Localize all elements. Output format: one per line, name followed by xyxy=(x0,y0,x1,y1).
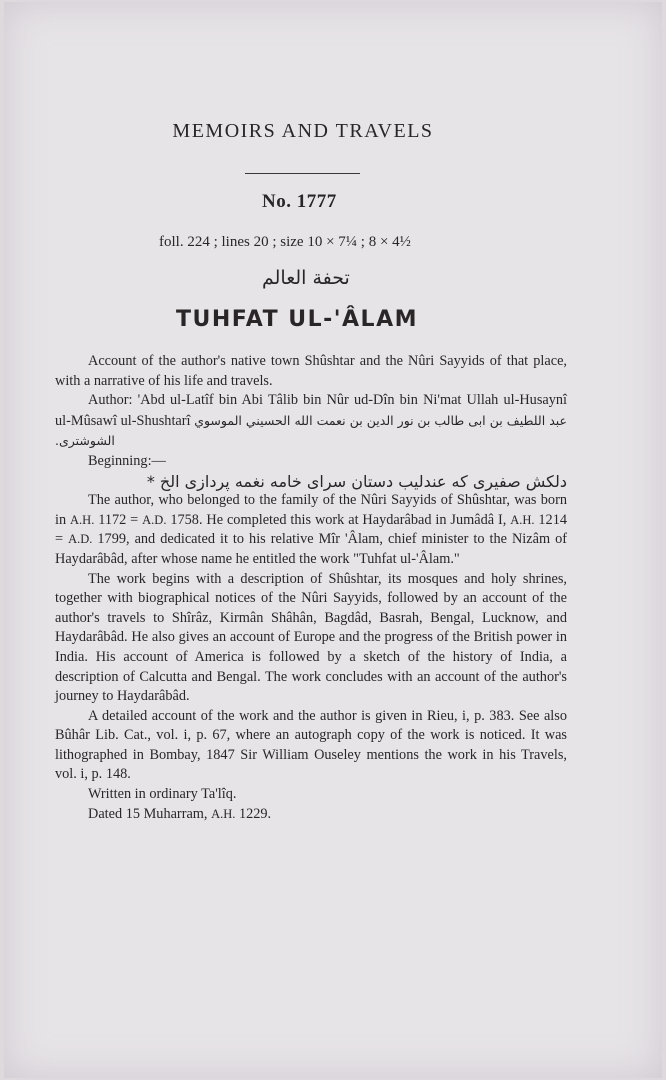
p1-text-a: The author, who belonged to the family of the Nûri Sayyids of Shûshtar, was born in xyxy=(55,492,567,528)
paragraph-2: The work begins with a description of Shûshtar, its mosques and holy shrines, together with biographical notices of the Nûri Sayyids, followed by an account of the author's travels to Shîrâz, Kirmân Shâhân, Bagdâd, Basrah, Bengal, Lucknow, and Haydarâbâd. He also gives an account of Europe and the progress of the British power in India. His account of America is followed by a sketch of the history of India, a description of Calcutta and Bengal. The work concludes with an account of the author's journey to Haydarâbâd. xyxy=(55,570,567,705)
author-line xyxy=(55,391,567,452)
catalogue-number: No. 1777 xyxy=(262,191,337,212)
paragraph-5 xyxy=(55,805,567,825)
p1-text-c: 1758. He completed this work at Haydarâbad in Jumâdâ I, xyxy=(166,511,511,528)
description: Account of the author's native town Shûshtar and the Nûri Sayyids of that place, with a narrative of his life and travels. xyxy=(55,353,567,389)
manuscript-specs: foll. 224 ; lines 20 ; size 10 × 7¼ ; 8 × 4½ xyxy=(159,234,411,250)
beginning-arabic: دلكش صفيرى كه عندليب دستان سراى خامه نغمه پردازى الخ * xyxy=(146,471,567,491)
paragraph-4: Written in ordinary Ta'lîq. xyxy=(88,786,237,803)
p5-text-a: Dated 15 Muharram, xyxy=(88,805,212,822)
p1-era-ah-1: A.H. xyxy=(70,512,95,527)
author-label: Author: xyxy=(88,392,133,409)
arabic-title: تحفة العالم xyxy=(262,267,350,289)
divider xyxy=(245,173,360,174)
p5-era-ah: A.H. xyxy=(211,806,236,821)
p1-era-ah-2: A.H. xyxy=(510,512,535,527)
p1-text-d: 1214 = xyxy=(55,511,568,548)
manuscript-page xyxy=(4,2,662,1078)
p1-text-e: 1799, and dedicated it to his relative Mîr 'Âlam, chief minister to the Nizâm of Haydarâbâd, after whose name he entitled the work "Tuhfat ul-'Âlam." xyxy=(55,531,568,567)
paragraph-3: A detailed account of the work and the author is given in Rieu, i, p. 383. See also Bûhâr Lib. Cat., vol. i, p. 67, where an autograph copy of the work is noticed. It was lithographed in Bombay, 1847 Sir William Ouseley mentions the work in his Travels, vol. i, p. 148. xyxy=(55,707,567,783)
paragraph-1 xyxy=(55,491,567,569)
catalogue-entry xyxy=(55,352,567,824)
p1-text-b: 1172 = xyxy=(94,511,143,528)
p5-text-b: 1229. xyxy=(235,805,272,822)
p1-era-ad-1: A.D. xyxy=(142,512,167,527)
author-arabic-1: عبد اللطيف بن ابى طالب بن xyxy=(417,412,568,428)
author-arabic-2: نور الدين بن نعمت الله الحسيني الموسوي الشوشترى. xyxy=(55,412,414,449)
section-heading: MEMOIRS AND TRAVELS xyxy=(172,120,434,142)
beginning-label: Beginning:— xyxy=(88,452,166,469)
work-title: TUHFAT UL-'ÂLAM xyxy=(176,307,418,332)
author-name: 'Abd ul-Latîf bin Abi Tâlib bin Nûr ud-Dîn bin Ni'mat Ullah ul-Husaynî ul-Mûsawî ul-Shushtarî xyxy=(55,392,568,429)
p1-era-ad-2: A.D. xyxy=(68,532,93,547)
